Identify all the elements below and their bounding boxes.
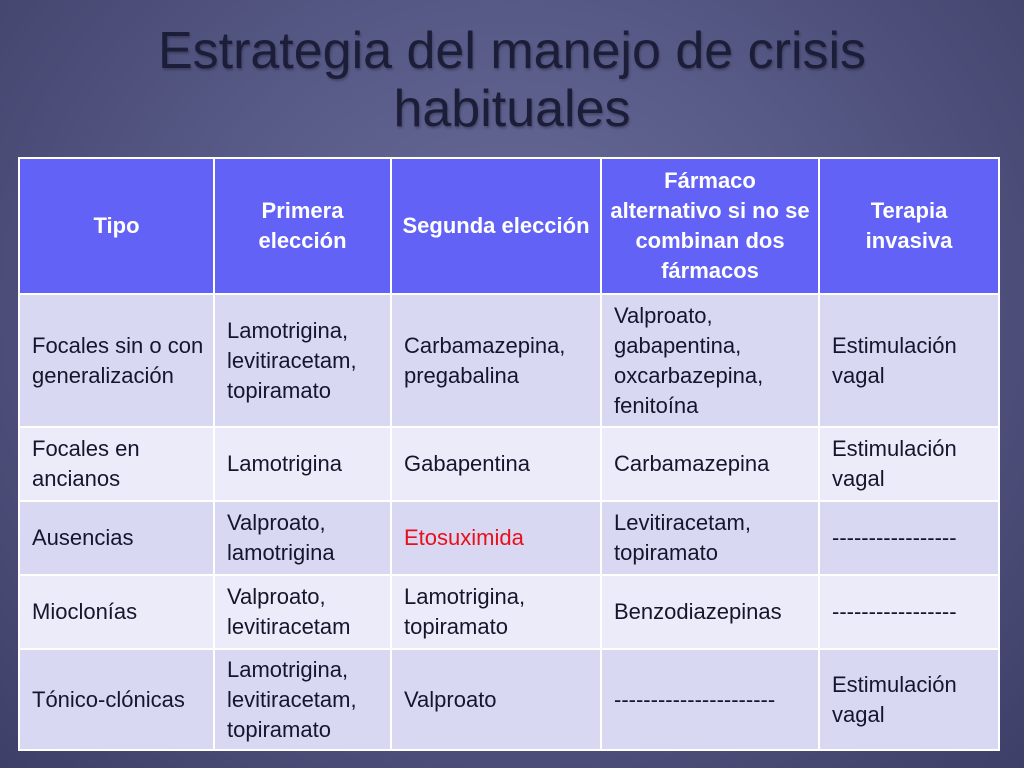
header-segunda-eleccion: Segunda elección [391, 158, 601, 294]
table-header-row [19, 158, 999, 294]
cell-tipo: Focales en ancianos [19, 427, 214, 501]
cell-primera-eleccion: Valproato, lamotrigina [214, 501, 391, 575]
cell-segunda-eleccion: Carbamazepina, pregabalina [391, 294, 601, 427]
table-row [19, 501, 999, 575]
seizure-strategy-table [18, 157, 1000, 751]
table-row [19, 294, 999, 427]
cell-primera-eleccion: Lamotrigina, levitiracetam, topiramato [214, 294, 391, 427]
header-farmaco-alternativo: Fármaco alternativo si no se combinan dos fármacos [601, 158, 819, 294]
cell-primera-eleccion: Valproato, levitiracetam [214, 575, 391, 649]
table-row [19, 649, 999, 750]
slide-title [60, 22, 964, 138]
cell-farmaco-alternativo: ---------------------- [601, 649, 819, 750]
cell-terapia-invasiva: ----------------- [819, 575, 999, 649]
cell-terapia-invasiva: Estimulación vagal [819, 427, 999, 501]
cell-farmaco-alternativo: Levitiracetam, topiramato [601, 501, 819, 575]
cell-terapia-invasiva: Estimulación vagal [819, 294, 999, 427]
cell-primera-eleccion: Lamotrigina, levitiracetam, topiramato [214, 649, 391, 750]
header-tipo: Tipo [19, 158, 214, 294]
cell-tipo: Tónico-clónicas [19, 649, 214, 750]
cell-farmaco-alternativo: Carbamazepina [601, 427, 819, 501]
header-terapia-invasiva: Terapia invasiva [819, 158, 999, 294]
cell-terapia-invasiva: Estimulación vagal [819, 649, 999, 750]
slide-title-line-2: habituales [393, 80, 631, 138]
cell-farmaco-alternativo: Valproato, gabapentina, oxcarbazepina, fenitoína [601, 294, 819, 427]
slide-title-line-1: Estrategia del manejo de crisis [157, 22, 867, 80]
cell-segunda-eleccion: Valproato [391, 649, 601, 750]
table-row [19, 427, 999, 501]
cell-tipo: Mioclonías [19, 575, 214, 649]
cell-tipo: Focales sin o con generalización [19, 294, 214, 427]
cell-terapia-invasiva: ----------------- [819, 501, 999, 575]
cell-primera-eleccion: Lamotrigina [214, 427, 391, 501]
cell-tipo: Ausencias [19, 501, 214, 575]
header-primera-eleccion: Primera elección [214, 158, 391, 294]
table-row [19, 575, 999, 649]
cell-segunda-eleccion: Lamotrigina, topiramato [391, 575, 601, 649]
cell-farmaco-alternativo: Benzodiazepinas [601, 575, 819, 649]
cell-segunda-eleccion-highlighted: Etosuximida [391, 501, 601, 575]
cell-segunda-eleccion: Gabapentina [391, 427, 601, 501]
